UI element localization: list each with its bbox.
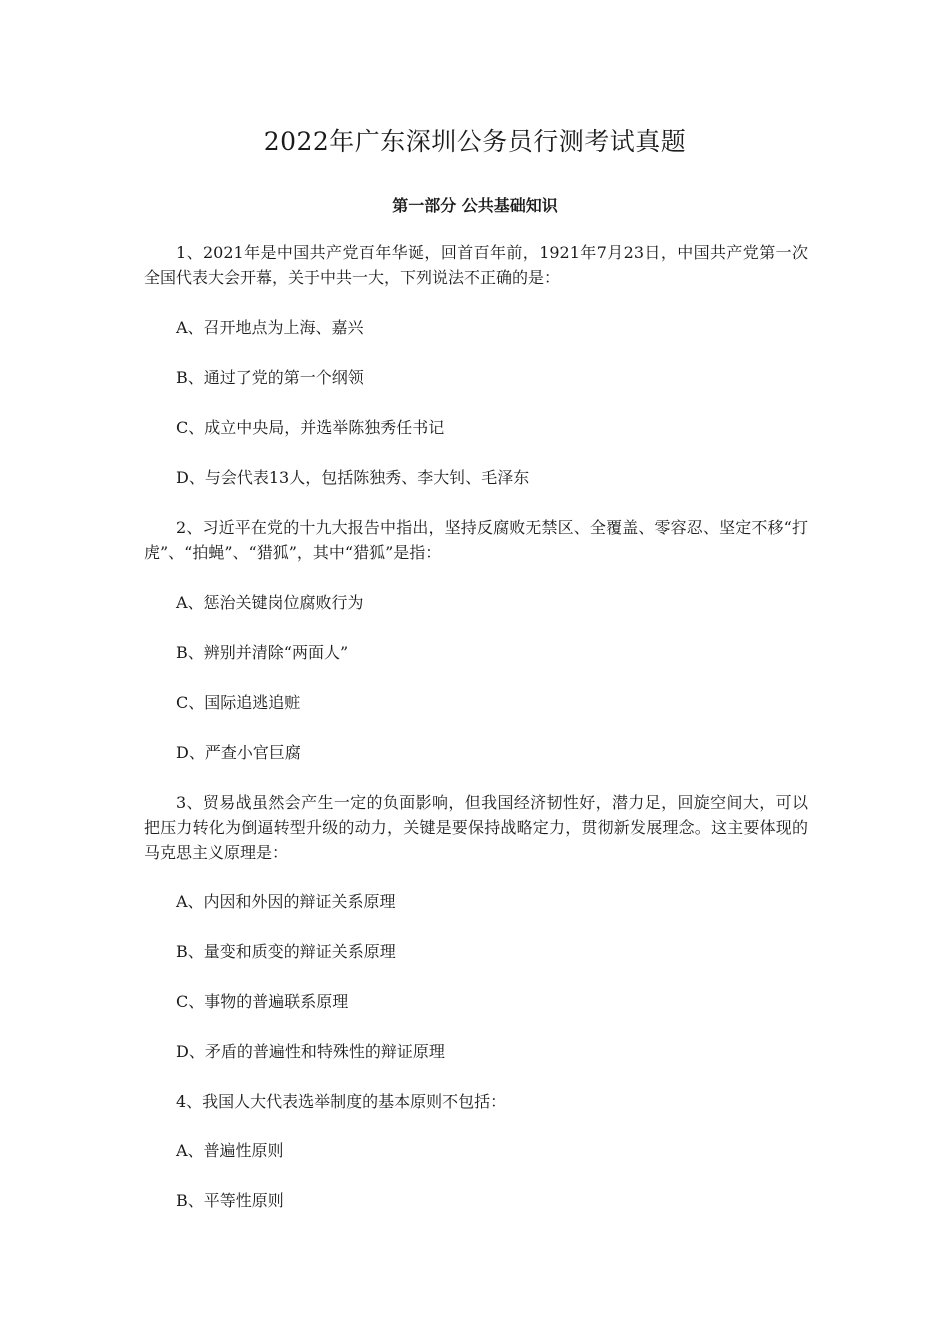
question-2-stem: 2、习近平在党的十九大报告中指出，坚持反腐败无禁区、全覆盖、零容忍、坚定不移“打虎”、“拍蝇”、“猎狐”，其中“猎狐”是指： [144,518,808,562]
question-4-option-b: B、平等性原则 [176,1191,284,1210]
question-2-option-d: D、严查小官巨腐 [176,743,301,762]
document-title: 2022年广东深圳公务员行测考试真题 [263,127,687,156]
question-2-option-c: C、国际追逃追赃 [176,693,301,712]
question-3-option-b: B、量变和质变的辩证关系原理 [176,942,396,961]
question-3-option-d: D、矛盾的普遍性和特殊性的辩证原理 [176,1042,445,1061]
question-2-option-a: A、惩治关键岗位腐败行为 [176,593,364,612]
question-3-option-a: A、内因和外因的辩证关系原理 [176,892,396,911]
question-1-option-a: A、召开地点为上海、嘉兴 [176,318,364,337]
question-4-option-a: A、普遍性原则 [176,1141,284,1160]
question-1-option-c: C、成立中央局，并选举陈独秀任书记 [176,418,445,437]
question-2-option-b: B、辨别并清除“两面人” [176,643,349,662]
question-1-option-d: D、与会代表13人，包括陈独秀、李大钊、毛泽东 [176,468,530,487]
question-1-stem: 1、2021年是中国共产党百年华诞，回首百年前，1921年7月23日，中国共产党第一次全国代表大会开幕，关于中共一大，下列说法不正确的是： [144,243,808,287]
section-heading: 第一部分 公共基础知识 [392,196,558,215]
question-3-stem: 3、贸易战虽然会产生一定的负面影响，但我国经济韧性好，潜力足，回旋空间大，可以把压力转化为倒逼转型升级的动力，关键是要保持战略定力，贯彻新发展理念。这主要体现的马克思主义原理是： [144,793,808,862]
question-4-stem: 4、我国人大代表选举制度的基本原则不包括： [176,1092,507,1111]
question-1-option-b: B、通过了党的第一个纲领 [176,368,364,387]
question-3-option-c: C、事物的普遍联系原理 [176,992,349,1011]
